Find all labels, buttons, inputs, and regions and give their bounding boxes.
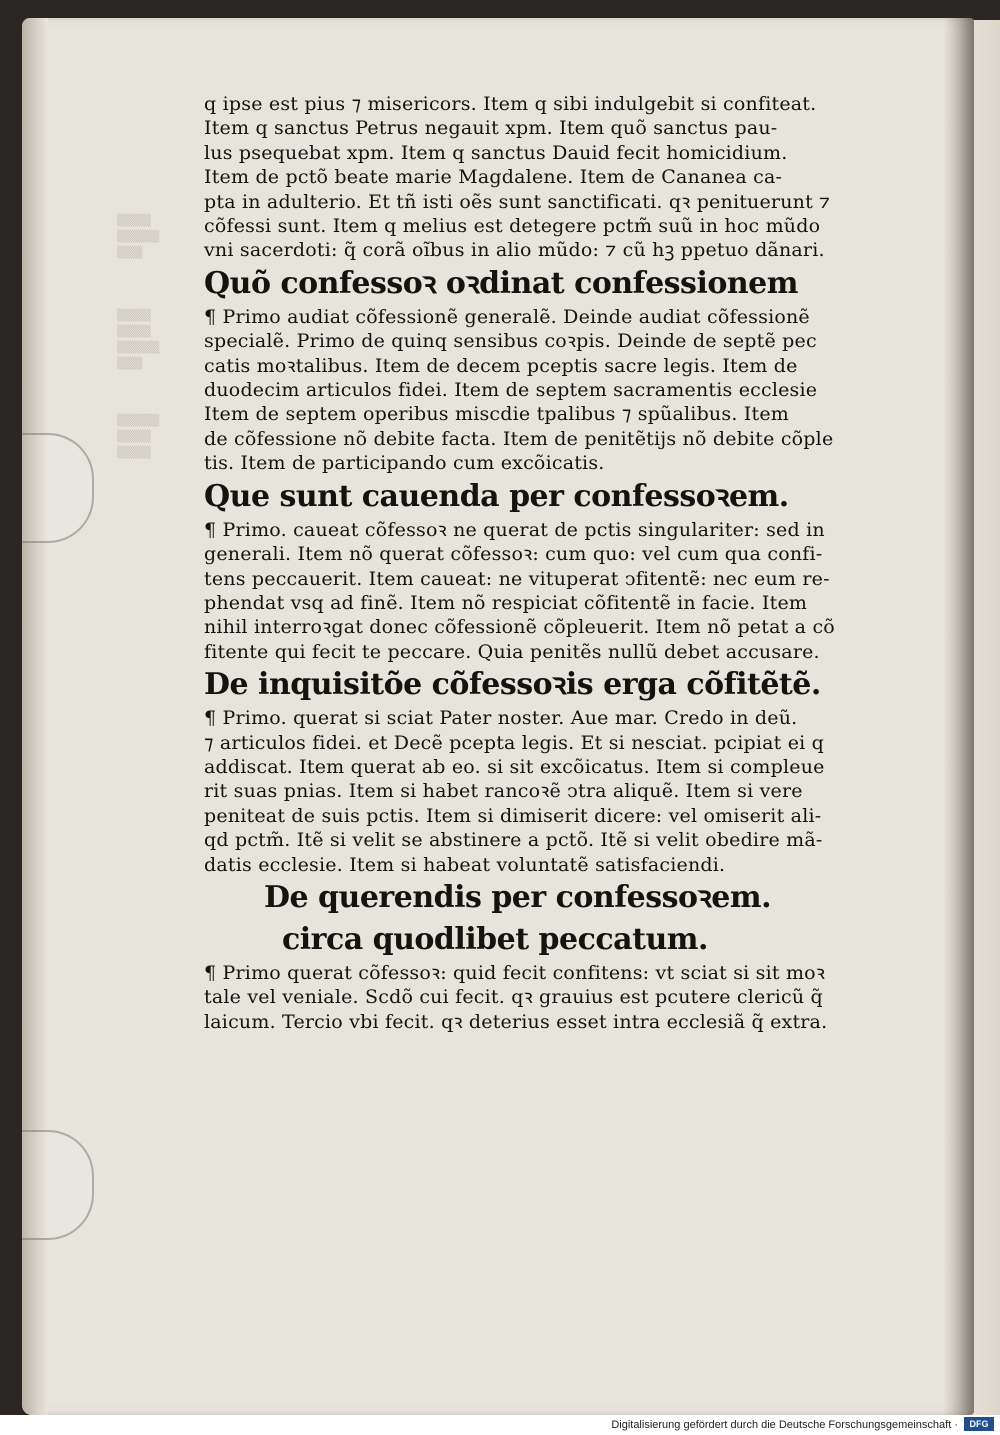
text-line: de cõfessione nõ debite facta. Item de penitẽtijs nõ debite cõple	[204, 427, 834, 450]
text-line: duodecim articulos fidei. Item de septem sacramentis ecclesie	[204, 379, 818, 402]
text-line: specialẽ. Primo de quinq sensibus coꝛpis. Deinde de septẽ pec	[204, 330, 817, 353]
text-line: phendat vsq ad finẽ. Item nõ respiciat cõfitentẽ in facie. Item	[204, 591, 808, 614]
text-line: tis. Item de participando cum excõicatis.	[204, 452, 605, 475]
text-line: ¶ Primo. querat si sciat Pater noster. Aue mar. Credo in deũ.	[204, 707, 798, 730]
text-line: fitente qui fecit te peccare. Quia penitẽs nullũ debet accusare.	[204, 640, 820, 663]
paragraph-block-4	[204, 706, 924, 877]
text-line: tale vel veniale. Scdõ cui fecit. qꝛ grauius est pcutere clericũ q̃	[204, 986, 823, 1009]
show-through-marginalia-2: ▒▒▒▒ ▒▒▒▒ ▒▒▒▒▒ ▒▒▒	[117, 309, 160, 370]
show-through-marginalia-1: ▒▒▒▒ ▒▒▒▒▒ ▒▒▒	[117, 214, 160, 259]
text-line: rit suas pnias. Item si habet rancoꝛẽ ↄtra aliquẽ. Item si vere	[204, 780, 803, 803]
text-line: ¶ Primo audiat cõfessionẽ generalẽ. Deinde audiat cõfessionẽ	[204, 305, 810, 328]
show-through-marginalia-3: ▒▒▒▒▒ ▒▒▒▒ ▒▒▒▒	[117, 414, 160, 459]
text-line: tens peccauerit. Item caueat: ne vituperat ↄfitentẽ: nec eum re-	[204, 567, 830, 590]
text-line: generali. Item nõ querat cõfessoꝛ: cum quo: vel cum qua confi-	[204, 543, 823, 566]
text-line: Item de septem operibus miscdie tpalibus ⁊ spũalibus. Item	[204, 403, 789, 426]
text-line: Item q sanctus Petrus negauit xpm. Item quõ sanctus pau-	[204, 117, 778, 140]
main-text-column	[204, 92, 924, 1034]
text-line: peniteat de suis pctis. Item si dimiserit dicere: vel omiserit ali-	[204, 804, 822, 827]
digitization-footer	[0, 1415, 1000, 1435]
paragraph-block-3	[204, 518, 924, 664]
text-line: datis ecclesie. Item si habeat voluntatẽ satisfaciendi.	[204, 853, 726, 876]
section-heading-inquisitione: De inquisitõe cõfessoꝛis erga cõfitẽtẽ.	[204, 667, 821, 703]
dfg-logo: DFG	[964, 1417, 994, 1431]
book-page	[22, 18, 974, 1415]
text-line: vni sacerdoti: q̃ corã oĩbus in alio mũdo: ⁊ cũ hꝫ ppetuo dãnari.	[204, 239, 825, 262]
text-line: nihil interroꝛgat donec cõfessionẽ cõpleuerit. Item nõ petat a cõ	[204, 616, 835, 639]
text-line: addiscat. Item querat ab eo. si sit excõicatus. Item si compleue	[204, 755, 825, 778]
text-line: q ipse est pius ⁊ misericors. Item q sibi indulgebit si confiteat.	[204, 93, 817, 115]
funding-credit: Digitalisierung gefördert durch die Deutsche Forschungsgemeinschaft ·	[611, 1419, 958, 1431]
section-heading-querendis-line2: circa quodlibet peccatum.	[282, 921, 708, 957]
paragraph-block-2	[204, 305, 924, 476]
text-line: cõfessi sunt. Item q melius est detegere pctm̃ suũ in hoc mũdo	[204, 215, 821, 238]
text-line: ¶ Primo. caueat cõfessoꝛ ne querat de pctis singulariter: sed in	[204, 518, 825, 541]
book-clip-upper	[22, 433, 94, 543]
text-line: qd pctm̃. Itẽ si velit se abstinere a pctõ. Itẽ si velit obedire mã-	[204, 829, 823, 852]
text-line: lus psequebat xpm. Item q sanctus Dauid fecit homicidium.	[204, 141, 788, 164]
section-heading-ordinat: Quõ confessoꝛ oꝛdinat confessionem	[204, 265, 798, 301]
text-line: Item de pctõ beate marie Magdalene. Item de Cananea ca-	[204, 166, 783, 189]
section-heading-querendis: De querendis per confessoꝛem.	[264, 879, 772, 915]
text-line: ¶ Primo querat cõfessoꝛ: quid fecit confitens: vt sciat si sit moꝛ	[204, 961, 826, 984]
book-clip-lower	[22, 1130, 94, 1240]
text-line: ⁊ articulos fidei. et Decẽ pcepta legis. Et si nesciat. pcipiat ei q	[204, 731, 825, 754]
paragraph-block-5	[204, 961, 924, 1034]
text-line: laicum. Tercio vbi fecit. qꝛ deterius esset intra ecclesiã q̃ extra.	[204, 1010, 828, 1033]
text-line: pta in adulterio. Et tñ isti oẽs sunt sanctificati. qꝛ penituerunt ⁊	[204, 190, 831, 213]
text-line: catis moꝛtalibus. Item de decem pceptis sacre legis. Item de	[204, 354, 798, 377]
page-gutter-shadow	[944, 18, 974, 1415]
section-heading-cauenda: Que sunt cauenda per confessoꝛem.	[204, 478, 789, 514]
paragraph-block-1	[204, 92, 924, 263]
